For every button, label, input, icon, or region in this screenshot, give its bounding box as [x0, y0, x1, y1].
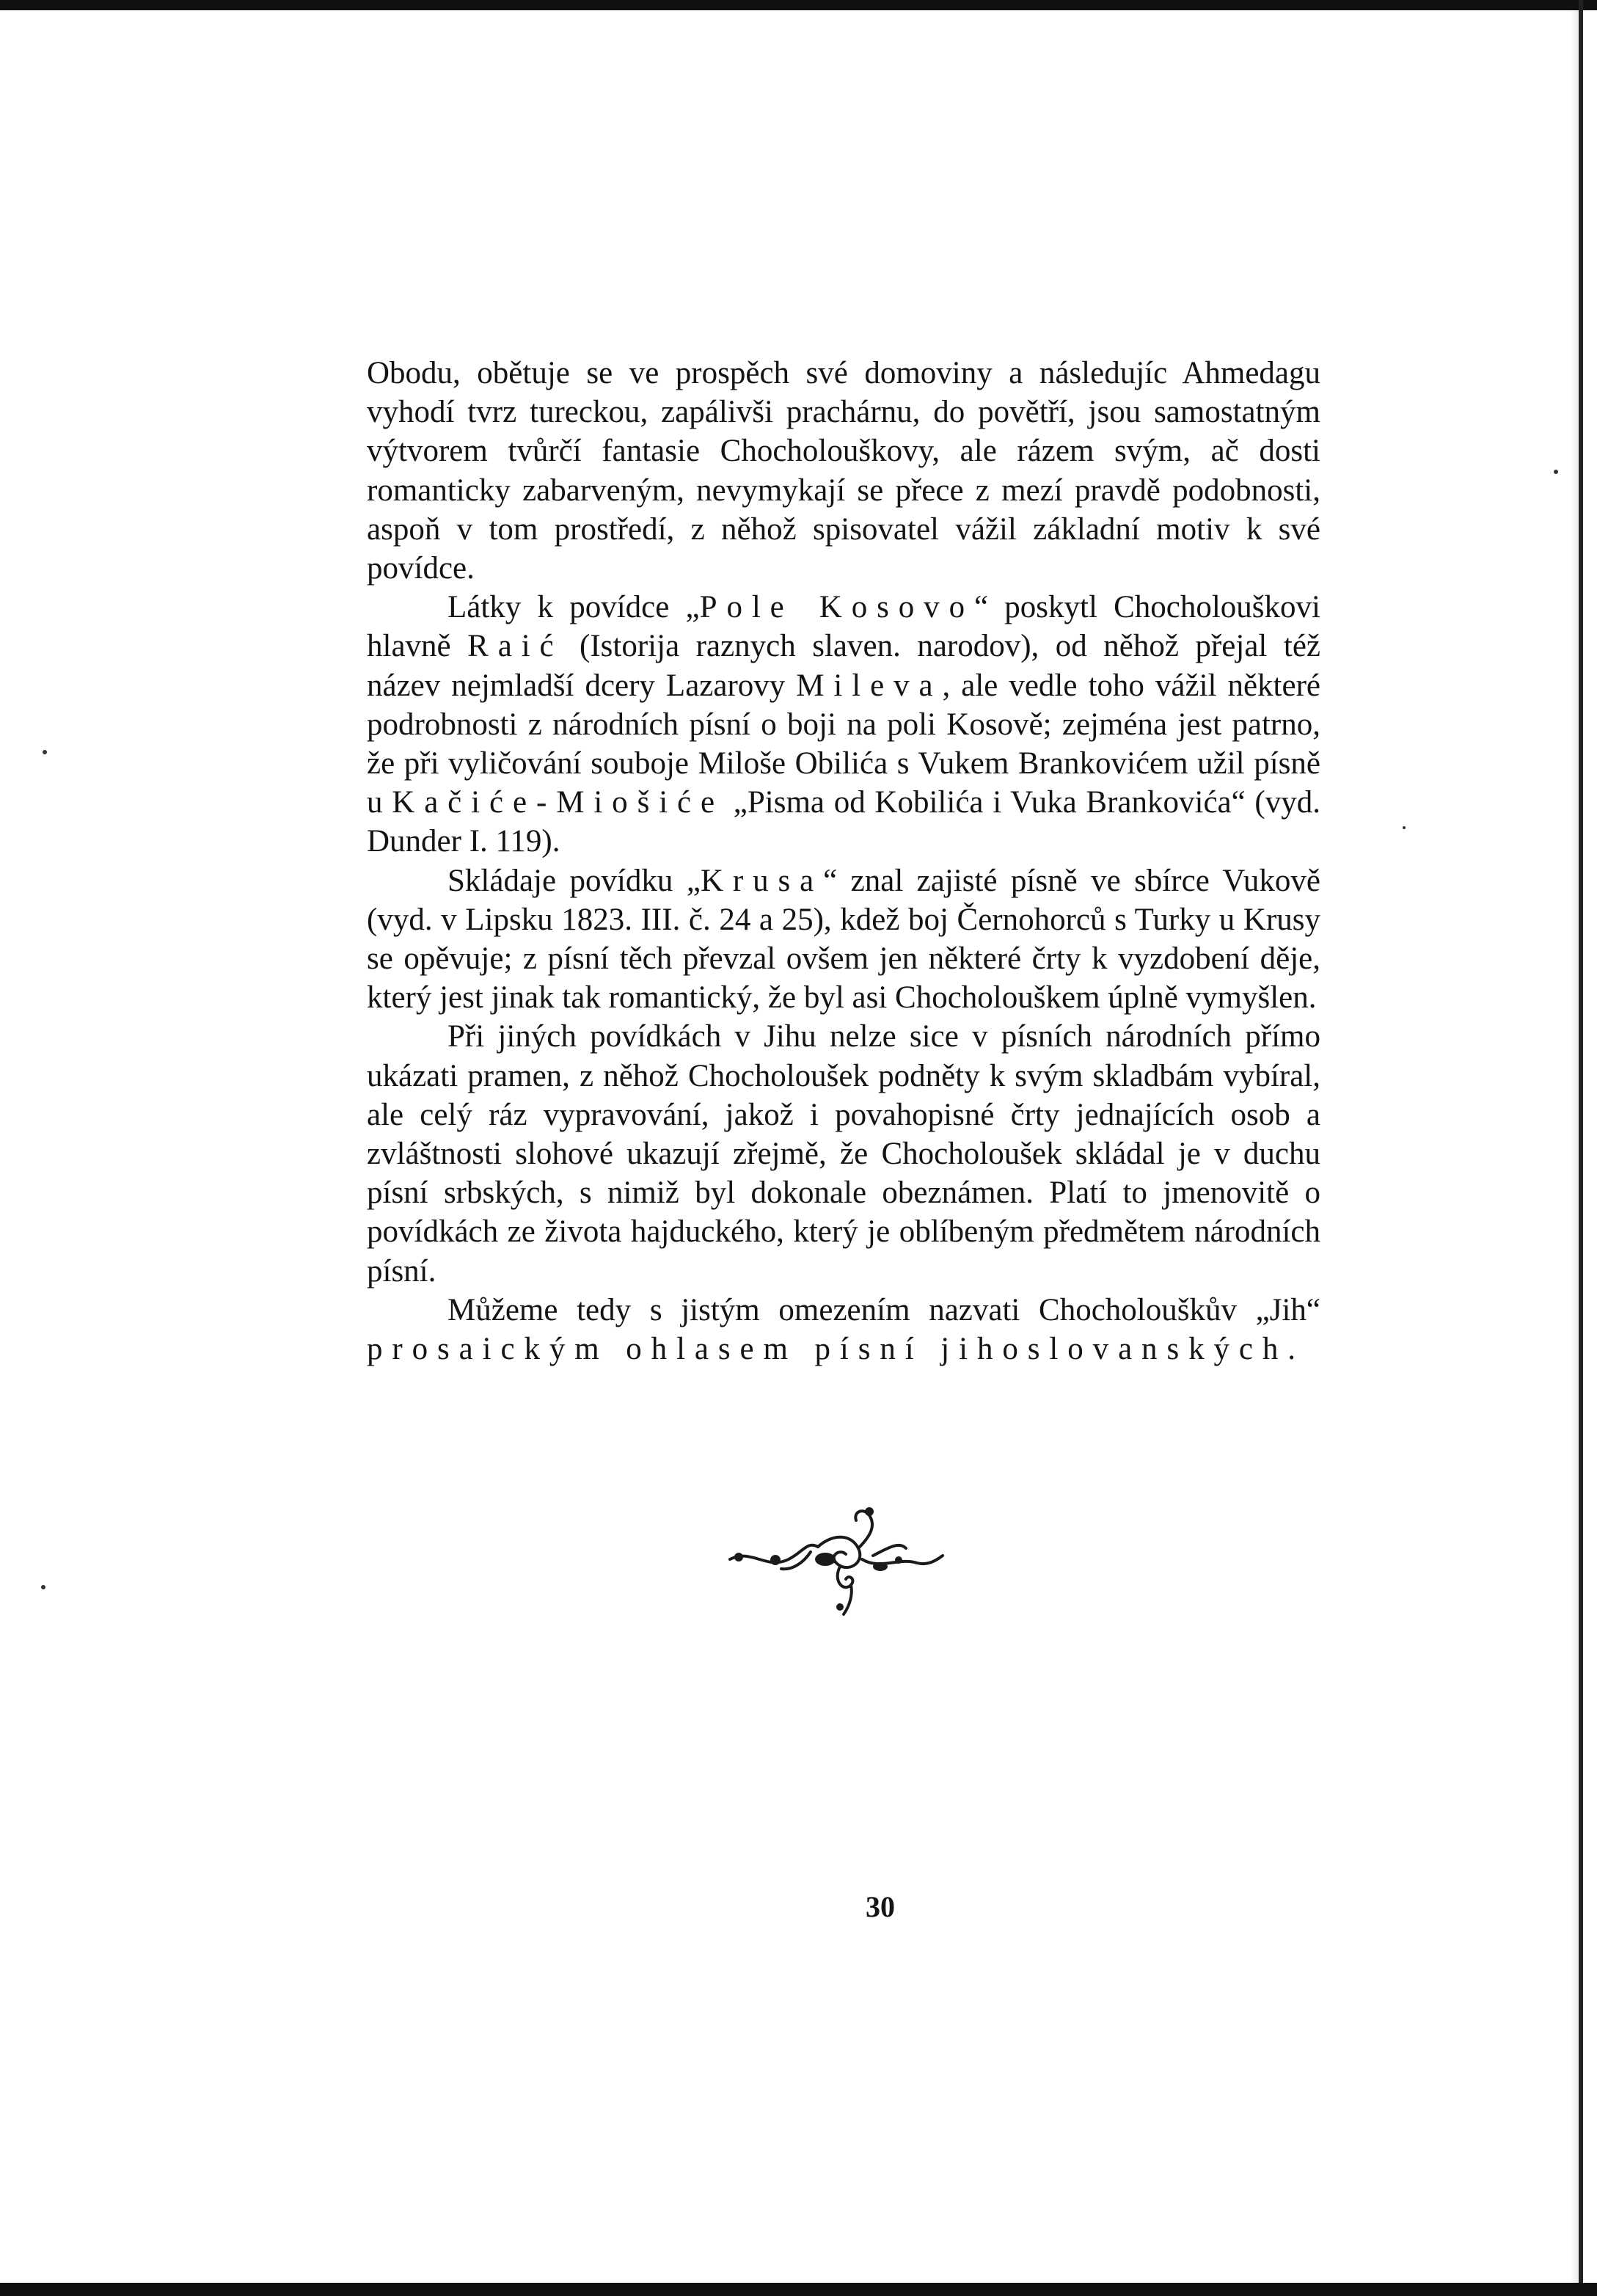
- page-number: 30: [866, 1890, 895, 1923]
- paragraph: [367, 354, 1320, 588]
- spaced-emphasis-text: Mileva: [796, 668, 943, 703]
- scan-speck: [43, 750, 47, 754]
- paragraph: [367, 588, 1320, 861]
- paragraph-text: Skládaje povídku „: [447, 863, 701, 898]
- page-shadow: [1570, 0, 1579, 2296]
- scan-border-right: [1579, 0, 1583, 2296]
- scan-border-top: [0, 0, 1597, 10]
- scan-border-bottom: [0, 2283, 1597, 2296]
- paragraph-text: “ poskytl Chocholouškovi hlavně: [367, 590, 1320, 664]
- spaced-emphasis-text: prosaickým ohlasem písní jihoslovanských: [367, 1332, 1288, 1367]
- paragraph-text: Obodu, obětuje se ve prospěch své domoviny a následujíc Ahmedagu vyhodí tvrz tureckou, zapálivši prachárnu, do povětří, jsou samostatným výtvorem tvůrčí fantasie Chocholouškovy, ale rázem svým, ač dosti romanticky zabarveným, nevymykají se přece z mezí pravdě podobnosti, aspoň v tom prostředí, z něhož spisovatel vážil základní motiv k své povídce.: [367, 356, 1320, 586]
- paragraph-text: “ znal zajisté písně ve sbírce Vukově (vyd. v Lipsku 1823. III. č. 24 a 25), kdež boj Černohorců s Turky u Krusy se opěvuje; z písní těch převzal ovšem jen některé črty k vyzdobení děje, který jest jinak tak romantický, že byl asi Chocholouškem úplně vymyšlen.: [367, 863, 1320, 1016]
- scan-speck: [41, 1585, 45, 1589]
- document-body: [367, 354, 1320, 1369]
- paragraph-text: , ale vedle toho vážil některé podrobnosti z národních písní o boji na poli Kosově; zejména jest patrno, že při vyličování souboje Miloše Obilića s Vukem Brankovićem užil písně u: [367, 668, 1320, 820]
- paragraph-text: Látky k povídce „: [447, 590, 700, 625]
- paragraph-text: .: [1287, 1332, 1296, 1367]
- spaced-emphasis-text: Kačiće-Miošiće: [392, 785, 725, 820]
- spaced-emphasis-text: Raić: [467, 629, 563, 664]
- spaced-emphasis-text: Krusa: [700, 863, 824, 898]
- paragraph-text: Můžeme tedy s jistým omezením nazvati Chocholouškův „Jih“: [447, 1292, 1320, 1327]
- paragraph-text: Při jiných povídkách v Jihu nelze sice v písních národních přímo ukázati pramen, z něhož Chocholoušek podněty k svým skladbám vybíral, ale celý ráz vypravování, jakož i povahopisné črty jednajících osob a zvláštnosti slohové ukazují zřejmě, že Chocholoušek skládal je v duchu písní srbských, s nimiž byl dokonale obeznámen. Platí to jmenovitě o povídkách ze života hajduckého, který je oblíbeným předmětem národních písní.: [367, 1019, 1320, 1289]
- scan-speck: [1554, 470, 1558, 474]
- spaced-emphasis-text: Pole Kosovo: [699, 590, 974, 625]
- paragraph: [367, 861, 1320, 1018]
- paragraph: [367, 1017, 1320, 1290]
- paragraph: [367, 1291, 1320, 1369]
- paragraph-text: „Pisma od Kobilića i Vuka Brankovića“ (vyd. Dunder I. 119).: [367, 785, 1320, 859]
- paragraph-text: (Istorija raznych slaven. narodov), od něhož přejal též název nejmladší dcery Lazarovy: [367, 629, 1320, 703]
- floral-vignette-icon: [723, 1490, 950, 1622]
- scan-speck: [1403, 826, 1406, 829]
